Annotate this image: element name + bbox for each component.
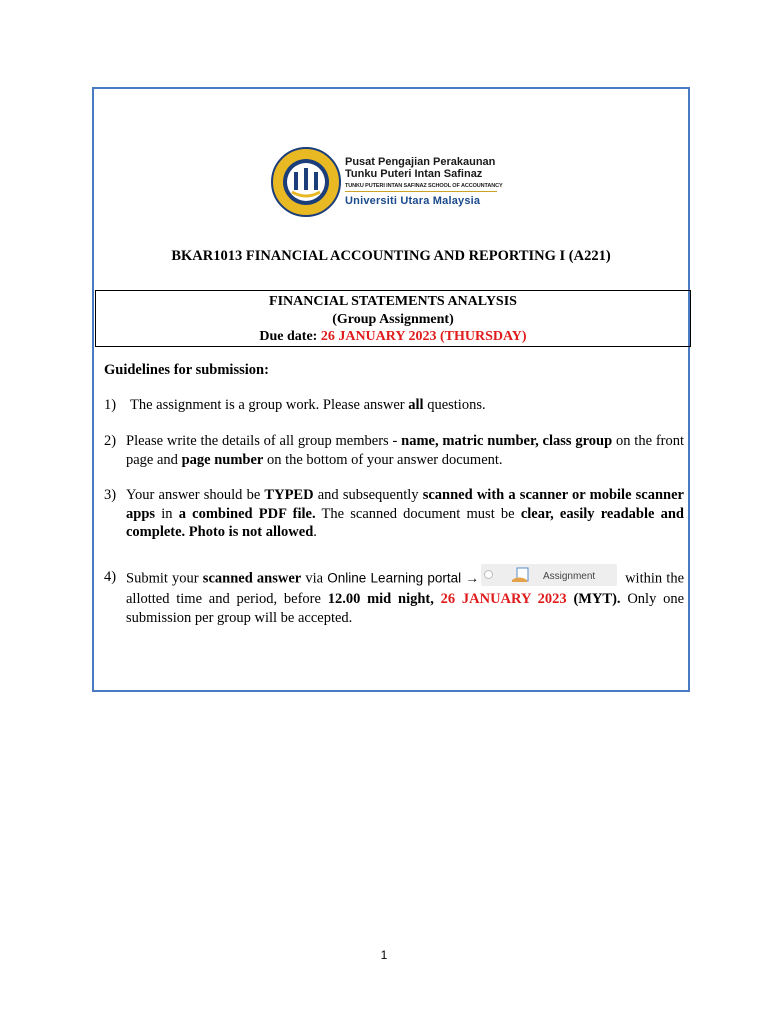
item-emphasis: clear, easily readable and complete. Photo is not allowed bbox=[126, 505, 685, 540]
online-learning-portal-text: Online Learning portal → bbox=[327, 570, 479, 586]
radio-icon bbox=[484, 570, 493, 579]
assignment-icon bbox=[511, 567, 533, 583]
item-emphasis: a combined PDF file. bbox=[178, 505, 316, 522]
item-text: in bbox=[155, 505, 179, 522]
guideline-item bbox=[104, 486, 684, 542]
item-emphasis: 12.00 mid night, bbox=[327, 591, 434, 607]
course-title: BKAR1013 FINANCIAL ACCOUNTING AND REPORTING I (A221) bbox=[171, 248, 611, 264]
school-logo bbox=[270, 146, 502, 218]
school-name-line-2: Tunku Puteri Intan Safinaz bbox=[345, 168, 483, 180]
item-emphasis: scanned answer bbox=[202, 570, 302, 587]
item-text: on the bottom of your answer document. bbox=[263, 451, 503, 468]
assignment-label: Assignment bbox=[542, 571, 596, 582]
school-name-line-1: Pusat Pengajian Perakaunan bbox=[345, 156, 496, 168]
item-emphasis: scanned with a scanner or mobile scanner apps bbox=[126, 487, 684, 522]
item-number: 4) bbox=[104, 569, 117, 585]
guidelines-heading: Guidelines for submission: bbox=[104, 362, 269, 378]
item-number: 3) bbox=[104, 487, 117, 503]
assignment-info-box bbox=[95, 290, 691, 347]
item-text: Only one submission per group will be accepted. bbox=[126, 591, 685, 626]
due-date-line bbox=[96, 328, 690, 346]
item-emphasis: page number bbox=[181, 451, 264, 468]
item-number: 2) bbox=[104, 433, 117, 449]
item-text: The assignment is a group work. Please answer bbox=[130, 397, 409, 413]
item-text: Please write the details of all group members - bbox=[126, 433, 402, 449]
school-name-english: TUNKU PUTERI INTAN SAFINAZ SCHOOL OF ACCOUNTANCY bbox=[345, 183, 503, 189]
university-seal-icon bbox=[270, 146, 342, 218]
guideline-item bbox=[104, 568, 684, 627]
item-text: on the front page and bbox=[126, 433, 685, 468]
logo-divider bbox=[345, 191, 497, 192]
item-emphasis: TYPED bbox=[264, 487, 314, 503]
assignment-title: FINANCIAL STATEMENTS ANALYSIS bbox=[269, 294, 517, 309]
item-text: questions. bbox=[423, 397, 486, 413]
item-text: . bbox=[313, 524, 317, 540]
item-emphasis: name, matric number, class group bbox=[401, 433, 613, 449]
item-text: within the allotted time and period, before bbox=[126, 570, 685, 607]
page-number: 1 bbox=[380, 948, 388, 962]
item-text: Your answer should be bbox=[126, 487, 265, 503]
guideline-item bbox=[104, 396, 684, 415]
due-date-label: Due date: bbox=[259, 329, 318, 344]
due-date-value: 26 JANUARY 2023 (THURSDAY) bbox=[320, 329, 527, 344]
deadline-date: 26 JANUARY 2023 bbox=[440, 591, 567, 607]
assignment-subtitle: (Group Assignment) bbox=[332, 311, 454, 327]
item-emphasis: (MYT). bbox=[573, 591, 621, 607]
university-name: Universiti Utara Malaysia bbox=[345, 195, 481, 207]
item-text: Submit your bbox=[126, 570, 203, 587]
item-emphasis: all bbox=[408, 397, 424, 413]
item-number: 1) bbox=[104, 397, 117, 413]
assignment-button-image bbox=[481, 564, 617, 586]
guideline-item bbox=[104, 432, 684, 469]
item-text: and subsequently bbox=[313, 487, 423, 503]
item-text: The scanned document must be bbox=[315, 505, 521, 522]
item-text: via bbox=[301, 570, 328, 587]
